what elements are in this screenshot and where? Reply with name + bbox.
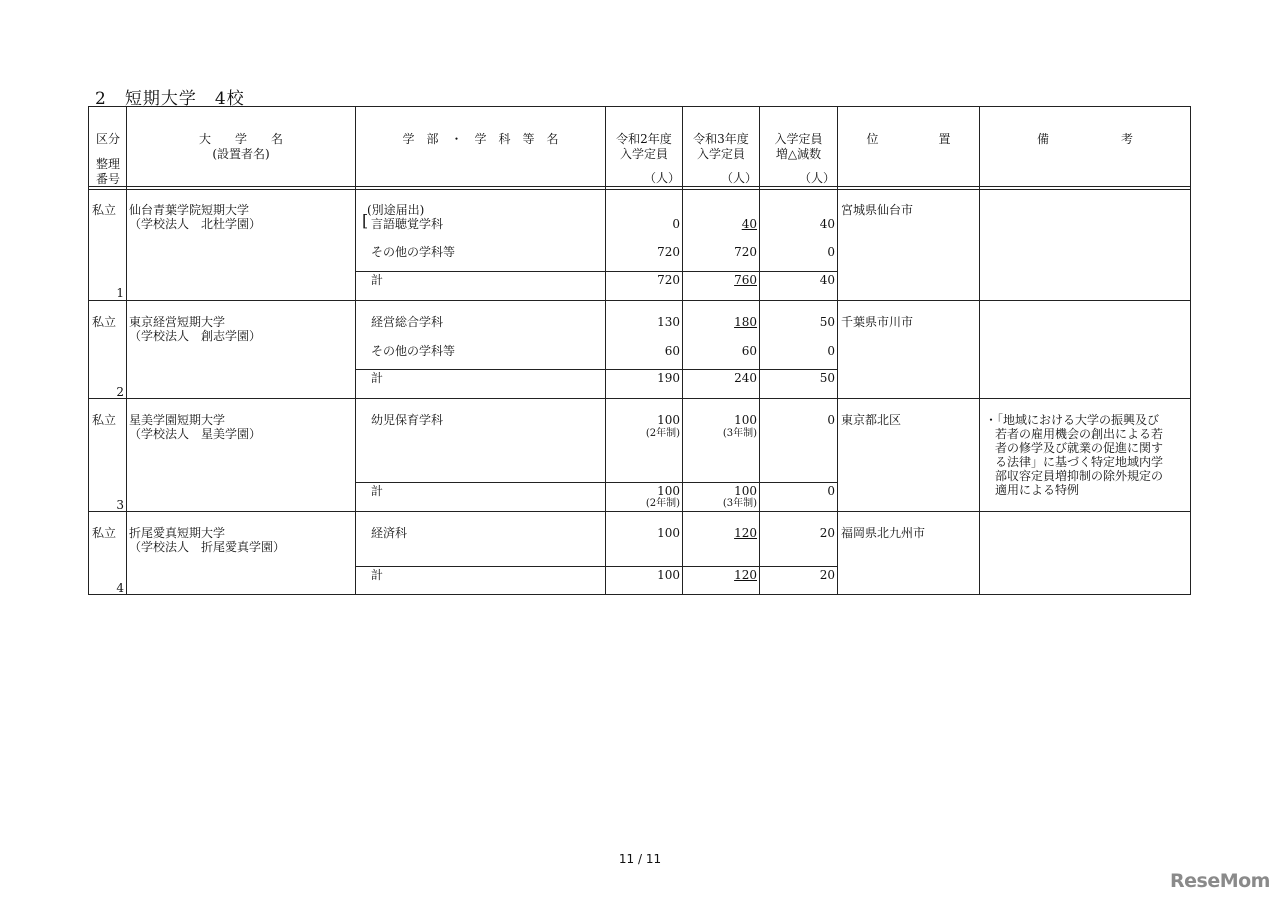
r2-capacity: 100 [657,484,680,498]
founder-name: （学校法人 折尾愛真学園） [129,540,286,554]
department-name: その他の学科等 [371,344,456,358]
university-name: 星美学園短期大学 [129,413,226,427]
r2-capacity: 100 [657,413,680,427]
header-change-line1: 入学定員 [774,132,823,146]
r2-capacity: 60 [664,344,680,358]
header-divider [89,189,1190,190]
r3-capacity: 40 [741,217,757,231]
row-divider [89,300,1190,301]
header-r3-unit: （人） [720,171,757,185]
row-number: 1 [116,286,124,300]
r2-capacity: 130 [657,315,680,329]
separate-notice: (別途届出) [367,203,425,217]
header-divider [89,186,1190,187]
r3-capacity: 100 [734,413,757,427]
total-label: 計 [371,568,384,582]
r2-capacity: 720 [657,273,680,287]
capacity-change: 0 [827,484,835,498]
r2-program-length: (2年制) [645,498,680,509]
header-change-line2: 増△減数 [775,147,822,161]
r3-program-length: (3年制) [722,498,757,509]
section-title: 2 短期大学 4校 [95,89,245,109]
total-label: 計 [371,484,384,498]
header-r3-line1: 令和3年度 [693,132,749,146]
capacity-change: 40 [819,217,835,231]
resemom-logo: ReseMom [1170,870,1270,892]
r3-capacity: 240 [734,371,757,385]
university-name: 仙台青葉学院短期大学 [129,203,250,217]
header-r2-line2: 入学定員 [619,147,668,161]
remarks-line: 者の修学及び就業の促進に関す [995,441,1164,455]
subtotal-divider [355,369,837,370]
col-divider [126,107,127,594]
header-location: 位 置 [866,132,951,146]
capacity-change: 40 [819,273,835,287]
row-kubun: 私立 [92,413,117,427]
remarks-line: 若者の雇用機会の創出による若 [995,427,1164,441]
header-founder: (設置者名) [212,147,270,161]
subtotal-divider [355,566,837,567]
university-name: 東京経営短期大学 [129,315,226,329]
university-name: 折尾愛真短期大学 [129,526,226,540]
capacity-change: 50 [819,371,835,385]
header-department: 学 部 ・ 学 科 等 名 [402,132,559,146]
header-bango: 番号 [96,172,121,186]
r2-capacity: 720 [657,245,680,259]
total-label: 計 [371,371,384,385]
total-label: 計 [371,273,384,287]
col-divider [837,107,838,594]
page-number: 11 / 11 [618,852,662,866]
header-kubun: 区分 [96,132,121,146]
r2-capacity: 0 [672,217,680,231]
header-r3-line2: 入学定員 [696,147,745,161]
row-kubun: 私立 [92,526,117,540]
capacity-change: 20 [819,568,835,582]
col-divider [355,107,356,594]
remarks-line: る法律」に基づく特定地域内学 [995,455,1164,469]
r3-capacity: 120 [734,526,757,540]
row-number: 2 [116,385,124,399]
r3-capacity: 760 [734,273,757,287]
department-name: その他の学科等 [371,245,456,259]
department-name: 幼児保育学科 [371,413,444,427]
header-seiri: 整理 [96,157,121,171]
r2-capacity: 100 [657,526,680,540]
department-name: 経済科 [371,526,408,540]
capacity-change: 0 [827,245,835,259]
r3-capacity: 60 [741,344,757,358]
capacity-change: 50 [819,315,835,329]
founder-name: （学校法人 北杜学園） [129,217,262,231]
col-divider [979,107,980,594]
location: 東京都北区 [841,413,902,427]
enrollment-table [88,106,1191,595]
capacity-change: 20 [819,526,835,540]
header-r2-line1: 令和2年度 [616,132,672,146]
r3-capacity: 120 [734,568,757,582]
row-kubun: 私立 [92,203,117,217]
r3-capacity: 100 [734,484,757,498]
location: 宮城県仙台市 [841,203,914,217]
row-number: 3 [116,498,124,512]
r3-capacity: 180 [734,315,757,329]
capacity-change: 0 [827,344,835,358]
row-number: 4 [116,581,124,595]
r2-capacity: 190 [657,371,680,385]
row-kubun: 私立 [92,315,117,329]
subtotal-divider [355,271,837,272]
location: 福岡県北九州市 [841,526,926,540]
row-divider [89,511,1190,512]
capacity-change: 0 [827,413,835,427]
founder-name: （学校法人 創志学園） [129,329,262,343]
header-change-unit: （人） [798,171,835,185]
department-name: 経営総合学科 [371,315,444,329]
r3-capacity: 720 [734,245,757,259]
department-name: 言語聴覚学科 [371,217,444,231]
header-r2-unit: （人） [643,171,680,185]
row-divider [89,398,1190,399]
r3-program-length: (3年制) [722,428,757,439]
remarks-line: ・「地域における大学の振興及び [985,413,1160,427]
header-remarks: 備 考 [1036,132,1133,146]
subtotal-divider [355,482,837,483]
founder-name: （学校法人 星美学園） [129,427,262,441]
r2-capacity: 100 [657,568,680,582]
r2-program-length: (2年制) [645,428,680,439]
location: 千葉県市川市 [841,315,914,329]
header-university-name: 大 学 名 [198,132,283,146]
bracket-mark: [ [362,211,369,230]
remarks-line: 適用による特例 [995,483,1080,497]
remarks-line: 部収容定員増抑制の除外規定の [995,469,1164,483]
